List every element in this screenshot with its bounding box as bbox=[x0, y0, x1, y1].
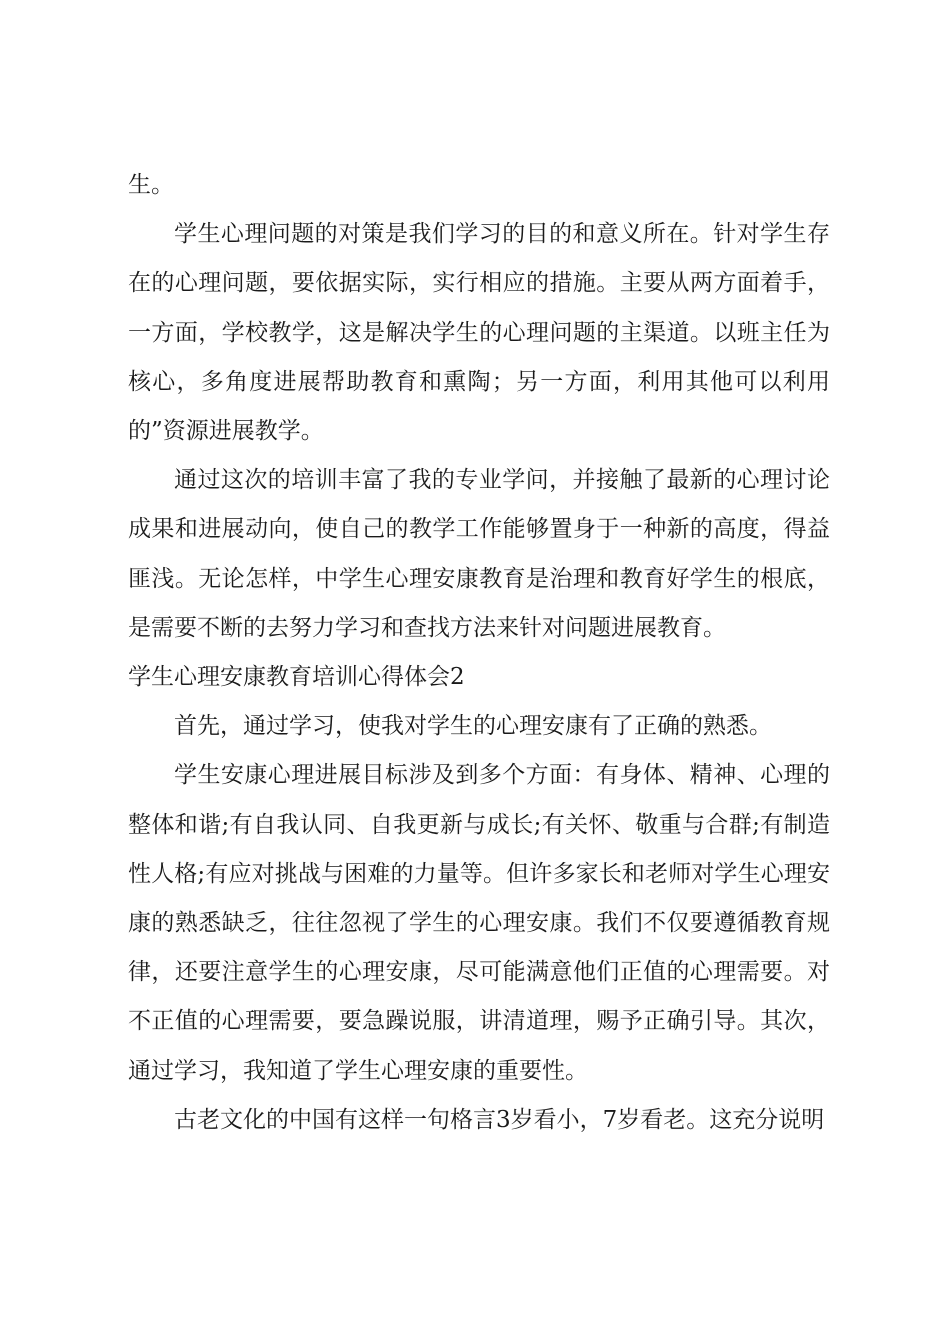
paragraph-countermeasures: 学生心理问题的对策是我们学习的目的和意义所在。针对学生存在的心理问题，要依据实际，实行相应的措施。主要从两方面着手，一方面，学校教学，这是解决学生的心理问题的主渠道。以班主任为核心，多角度进展帮助教育和熏陶；另一方面，利用其他可以利用的”资源进展教学。 bbox=[128, 221, 830, 445]
paragraph-ancient-proverb: 古老文化的中国有这样一句格言3岁看小，7岁看老。这充分说明 bbox=[174, 1106, 825, 1133]
document-page bbox=[128, 161, 830, 1145]
section-heading: 学生心理安康教育培训心得体会2 bbox=[128, 664, 465, 691]
paragraph-first-understanding: 首先，通过学习，使我对学生的心理安康有了正确的熟悉。 bbox=[174, 713, 772, 740]
paragraph-health-goals: 学生安康心理进展目标涉及到多个方面：有身体、精神、心理的整体和谐;有自我认同、自我更新与成长;有关怀、敬重与合群;有制造性人格;有应对挑战与困难的力量等。但许多家长和老师对学生心理安康的熟悉缺乏，往往忽视了学生的心理安康。我们不仅要遵循教育规律，还要注意学生的心理安康，尽可能满意他们正值的心理需要。对不正值的心理需要，要急躁说服，讲清道理，赐予正确引导。其次，通过学习，我知道了学生心理安康的重要性。 bbox=[128, 762, 830, 1084]
paragraph-training-gains: 通过这次的培训丰富了我的专业学问，并接触了最新的心理讨论成果和进展动向，使自己的教学工作能够置身于一种新的高度，得益匪浅。无论怎样，中学生心理安康教育是治理和教育好学生的根底，是需要不断的去努力学习和查找方法来针对问题进展教育。 bbox=[128, 467, 830, 641]
paragraph-continuation: 生。 bbox=[128, 172, 174, 198]
